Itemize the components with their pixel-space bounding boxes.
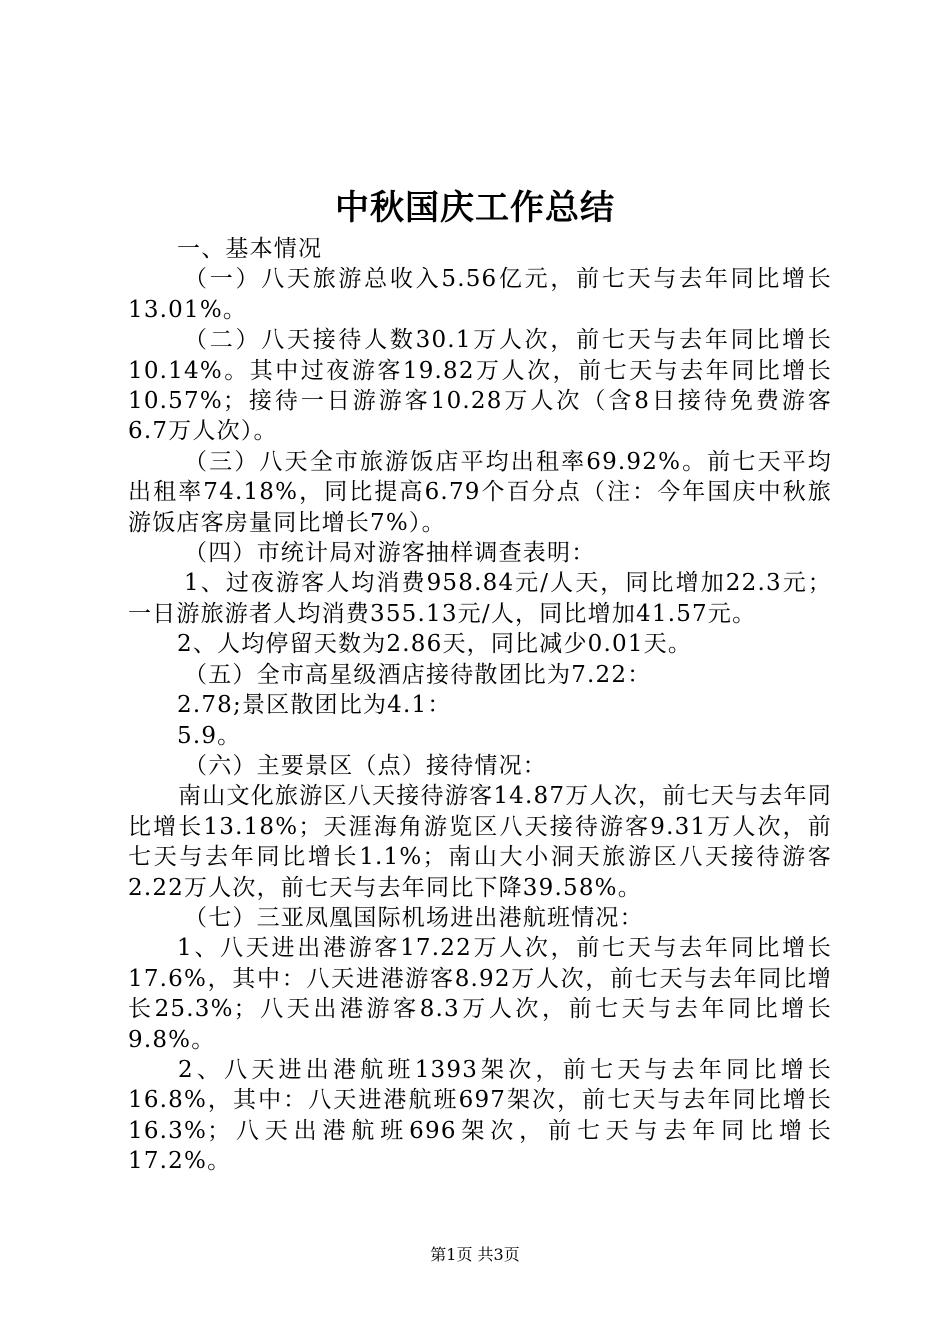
paragraph-hotel-occupancy: （三）八天全市旅游饭店平均出租率69.92%。前七天平均出租率74.18%，同比提高6.79个百分点（注：今年国庆中秋旅游饭店客房量同比增长7%）。 [128,448,832,536]
paragraph-survey-heading: （四）市统计局对游客抽样调查表明： [184,540,596,567]
paragraph-airport-flights: 2、八天进出港航班1393架次，前七天与去年同比增长16.8%，其中：八天进港航班697架次，前七天与去年同比增长16.3%；八天出港航班696架次，前七天与去年同比增长17.2%。 [128,1056,832,1175]
paragraph-scenic-details: 南山文化旅游区八天接待游客14.87万人次，前七天与去年同比增长13.18%；天涯海角游览区八天接待游客9.31万人次，前七天与去年同比增长1.1%；南山大小洞天旅游区八天接待游客2.22万人次，前七天与去年同比下降39.58%。 [128,783,832,901]
paragraph-stay-days: 2、人均停留天数为2.86天，同比减少0.01天。 [177,631,693,658]
document-body [128,234,832,1177]
paragraph-ratio-1: 2.78;景区散团比为4.1： [177,692,452,719]
paragraph-airport-passengers: 1、八天进出港游客17.22万人次，前七天与去年同比增长17.6%，其中：八天进港游客8.92万人次，前七天与去年同比增长25.3%；八天出港游客8.3万人次，前七天与去年同比增长9.8%。 [128,935,832,1053]
page-footer: 第1页 共3页 [430,1245,520,1264]
paragraph-airport-heading: （七）三亚凤凰国际机场进出港航班情况： [184,904,644,931]
paragraph-star-hotels: （五）全市高星级酒店接待散团比为7.22： [184,661,652,688]
paragraph-visitors: （二）八天接待人数30.1万人次，前七天与去年同比增长10.14%。其中过夜游客19.82万人次，前七天与去年同比增长10.57%；接待一日游游客10.28万人次（含8日接待免费游客6.7万人次）。 [128,327,832,445]
paragraph-ratio-2: 5.9。 [177,722,242,749]
paragraph-scenic-heading: （六）主要景区（点）接待情况： [184,752,547,779]
document-title: 中秋国庆工作总结 [335,188,615,228]
section-heading-basic: 一、基本情况 [177,236,323,262]
paragraph-spending: 1、过夜游客人均消费958.84元/人天，同比增加22.3元；一日游旅游者人均消费355.13元/人，同比增加41.57元。 [128,570,832,627]
paragraph-revenue: （一）八天旅游总收入5.56亿元，前七天与去年同比增长13.01%。 [128,266,832,323]
